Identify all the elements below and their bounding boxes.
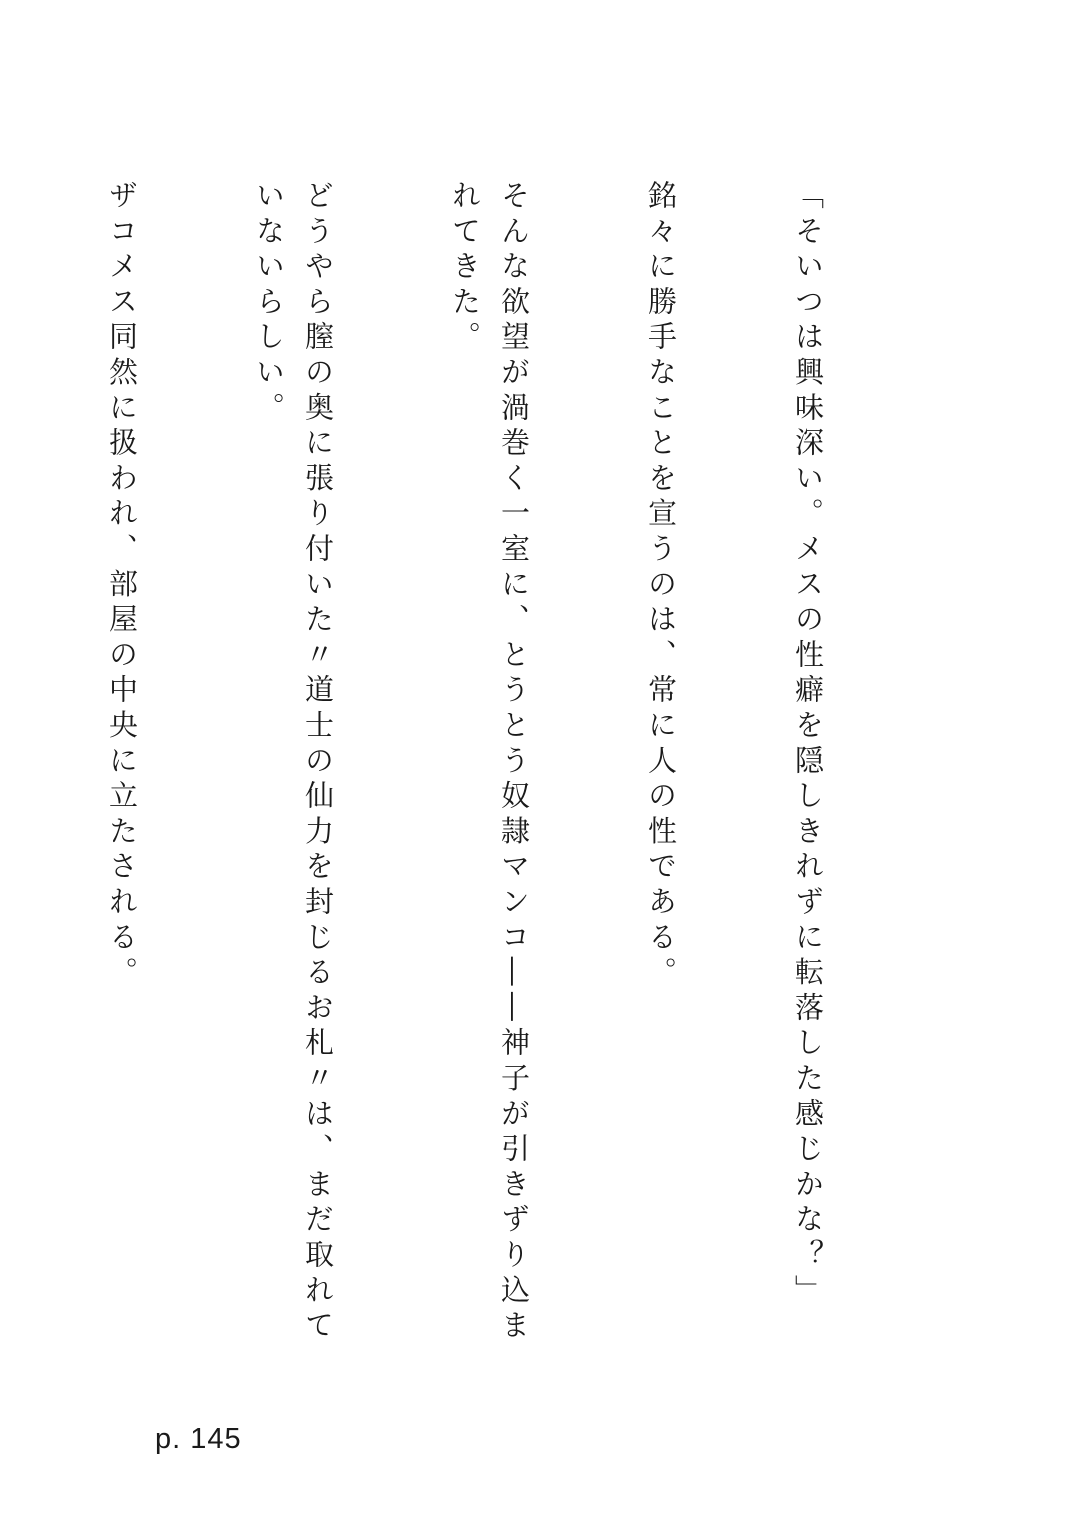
paragraph: 銘々に勝手なことを宣うのは、常に人の性である。 [644,180,678,992]
page-number: p. 145 [155,1423,242,1455]
paragraph: どうやら膣の奥に張り付いた〃道士の仙力を封じるお札〃は、まだ取れていないらしい。 [252,180,335,1345]
paragraph: そんな欲望が渦巻く一室に、とうとう奴隷マンコ――神子が引きずり込まれてきた。 [448,180,531,1345]
paragraph: ザコメス同然に扱われ、部屋の中央に立たされる。 [105,180,139,992]
paragraph: 「そいつは興味深い。メスの性癖を隠しきれずに転落した感じかな？」 [791,180,825,1310]
vertical-text-body [0,180,930,1380]
